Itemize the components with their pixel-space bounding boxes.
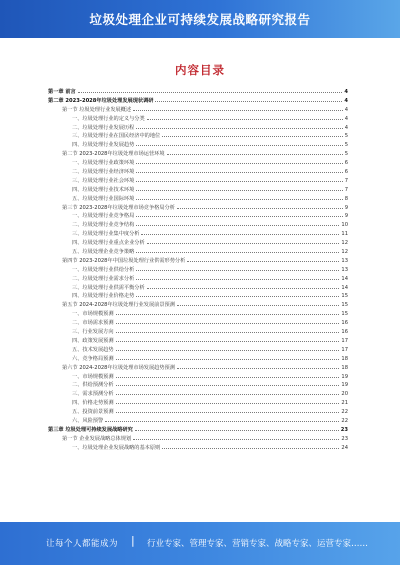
toc-page-number: 10 bbox=[341, 222, 348, 229]
toc-leader-dots bbox=[136, 220, 339, 226]
toc-entry[interactable] bbox=[48, 291, 348, 300]
toc-leader-dots bbox=[136, 158, 342, 164]
toc-entry[interactable] bbox=[48, 123, 348, 132]
toc-entry-text: 一、市场规模预测 bbox=[72, 311, 114, 318]
toc-entry-text: 四、垃圾处理行业发展趋势 bbox=[72, 142, 135, 149]
toc-entry-text: 二、垃圾处理行业经济环境 bbox=[72, 169, 135, 176]
toc-entry-text: 四、价格走势预测 bbox=[72, 400, 114, 407]
toc-entry-text: 一、垃圾处理行业供给分析 bbox=[72, 266, 135, 273]
toc-entry[interactable] bbox=[48, 309, 348, 318]
toc-page-number: 21 bbox=[341, 400, 348, 407]
toc-leader-dots bbox=[136, 185, 342, 191]
toc-page-number: 11 bbox=[341, 231, 348, 238]
toc-page-number: 19 bbox=[341, 382, 348, 389]
toc-entry[interactable] bbox=[48, 300, 348, 309]
toc-page-number: 16 bbox=[341, 320, 348, 327]
toc-page-number: 15 bbox=[341, 302, 348, 309]
toc-entry-text: 二、垃圾处理行业需求分析 bbox=[72, 275, 135, 282]
toc-leader-dots bbox=[116, 345, 340, 351]
toc-entry-text: 一、市场规模预测 bbox=[72, 373, 114, 380]
toc-entry[interactable] bbox=[48, 434, 348, 443]
toc-entry-text: 二、垃圾处理行业发展历程 bbox=[72, 124, 135, 131]
toc-leader-dots bbox=[147, 283, 340, 289]
toc-entry[interactable] bbox=[48, 167, 348, 176]
toc-entry[interactable] bbox=[48, 256, 348, 265]
toc-entry-text: 一、垃圾处理行业竞争格局 bbox=[72, 213, 135, 220]
toc-leader-dots bbox=[155, 96, 342, 102]
toc-page-number: 9 bbox=[344, 204, 348, 211]
toc-entry[interactable] bbox=[48, 105, 348, 114]
toc-leader-dots bbox=[136, 176, 342, 182]
toc-leader-dots bbox=[136, 167, 342, 173]
toc-leader-dots bbox=[116, 398, 340, 404]
toc-page-number: 18 bbox=[341, 355, 348, 362]
toc-entry[interactable] bbox=[48, 345, 348, 354]
toc-page-number: 5 bbox=[344, 142, 348, 149]
toc-entry[interactable] bbox=[48, 229, 348, 238]
toc-page-number: 22 bbox=[341, 417, 348, 424]
toc-entry[interactable] bbox=[48, 158, 348, 167]
toc-page-number: 17 bbox=[341, 346, 348, 353]
toc-page-number: 15 bbox=[341, 311, 348, 318]
toc-entry-text: 第二章 2023-2028年垃圾处理发展现状调研 bbox=[48, 97, 154, 104]
toc-entry[interactable] bbox=[48, 149, 348, 158]
toc-entry-text: 四、垃圾处理行业重点企业分析 bbox=[72, 240, 145, 247]
toc-entry-text: 五、投资前景预测 bbox=[72, 409, 114, 416]
toc-entry-text: 三、垃圾处理行业在国民经济中的地位 bbox=[72, 133, 161, 140]
toc-leader-dots bbox=[116, 380, 340, 386]
toc-entry-text: 四、垃圾处理行业技术环境 bbox=[72, 186, 135, 193]
toc-leader-dots bbox=[116, 318, 340, 324]
toc-leader-dots bbox=[116, 389, 340, 395]
toc-leader-dots bbox=[133, 105, 343, 111]
toc-entry-text: 第二节 2023-2028年垃圾处理市场运营环境 bbox=[62, 151, 165, 158]
toc-leader-dots bbox=[177, 300, 339, 306]
toc-leader-dots bbox=[116, 309, 340, 315]
toc-leader-dots bbox=[133, 434, 339, 440]
toc-leader-dots bbox=[136, 211, 342, 217]
toc-page-number: 7 bbox=[344, 177, 348, 184]
toc-page-number: 6 bbox=[344, 160, 348, 167]
table-of-contents bbox=[48, 87, 348, 452]
toc-entry-text: 五、垃圾处理行业国际环境 bbox=[72, 195, 135, 202]
toc-page-number: 4 bbox=[344, 115, 348, 122]
toc-leader-dots bbox=[136, 291, 339, 297]
toc-entry-text: 六、竞争格局预测 bbox=[72, 355, 114, 362]
toc-leader-dots bbox=[136, 140, 342, 146]
toc-entry-text: 四、垃圾处理行业价格走势 bbox=[72, 293, 135, 300]
toc-page-number: 8 bbox=[344, 195, 348, 202]
toc-leader-dots bbox=[147, 114, 343, 120]
toc-entry-text: 一、垃圾处理行业的定义与分类 bbox=[72, 115, 145, 122]
toc-page-number: 15 bbox=[341, 293, 348, 300]
toc-leader-dots bbox=[116, 372, 340, 378]
toc-entry-text: 一、垃圾处理行业政策环境 bbox=[72, 160, 135, 167]
toc-leader-dots bbox=[116, 407, 340, 413]
toc-entry-text: 第三节 2023-2028年垃圾处理市场竞争格局分析 bbox=[62, 204, 175, 211]
toc-entry-text: 四、政策发展预测 bbox=[72, 337, 114, 344]
footer-separator: | bbox=[131, 534, 135, 547]
toc-leader-dots bbox=[116, 336, 340, 342]
toc-page-number: 4 bbox=[344, 124, 348, 131]
header-banner bbox=[0, 0, 400, 38]
toc-entry-text: 三、垃圾处理行业集中度分析 bbox=[72, 231, 140, 238]
toc-page-number: 12 bbox=[341, 240, 348, 247]
toc-page-number: 14 bbox=[341, 284, 348, 291]
toc-entry[interactable] bbox=[48, 96, 348, 105]
toc-entry[interactable] bbox=[48, 327, 348, 336]
toc-entry-text: 一、垃圾处理企业发展战略的基本原则 bbox=[72, 444, 161, 451]
toc-entry[interactable] bbox=[48, 185, 348, 194]
toc-leader-dots bbox=[136, 247, 339, 253]
toc-entry[interactable] bbox=[48, 283, 348, 292]
toc-entry-text: 三、垃圾处理行业社会环境 bbox=[72, 177, 135, 184]
toc-entry-text: 第一章 前言 bbox=[48, 89, 76, 95]
toc-leader-dots bbox=[177, 363, 339, 369]
toc-page-number: 5 bbox=[344, 151, 348, 158]
toc-entry-text: 二、垃圾处理行业竞争结构 bbox=[72, 222, 135, 229]
toc-page-number: 24 bbox=[341, 444, 348, 451]
toc-heading: 内容目录 bbox=[175, 63, 225, 77]
toc-leader-dots bbox=[147, 238, 340, 244]
toc-entry[interactable] bbox=[48, 140, 348, 149]
toc-entry[interactable] bbox=[48, 211, 348, 220]
toc-entry-text: 二、供给预测分析 bbox=[72, 382, 114, 389]
toc-page-number: 4 bbox=[344, 89, 348, 95]
toc-entry-text: 第六节 2024-2028年垃圾处理市场发展趋势预测 bbox=[62, 364, 175, 371]
toc-page-number: 13 bbox=[341, 257, 348, 264]
toc-entry[interactable] bbox=[48, 114, 348, 123]
document-title: 垃圾处理企业可持续发展战略研究报告 bbox=[89, 12, 311, 27]
toc-entry-text: 三、垃圾处理行业供需平衡分析 bbox=[72, 284, 145, 291]
toc-entry[interactable] bbox=[48, 425, 348, 434]
toc-page-number: 6 bbox=[344, 169, 348, 176]
toc-entry[interactable] bbox=[48, 354, 348, 363]
toc-entry[interactable] bbox=[48, 220, 348, 229]
toc-entry[interactable] bbox=[48, 416, 348, 425]
toc-entry[interactable] bbox=[48, 203, 348, 212]
toc-page-number: 17 bbox=[341, 337, 348, 344]
toc-page-number: 13 bbox=[341, 266, 348, 273]
toc-entry[interactable] bbox=[48, 87, 348, 96]
toc-leader-dots bbox=[162, 443, 339, 449]
toc-page-number: 9 bbox=[344, 213, 348, 220]
toc-leader-dots bbox=[136, 265, 339, 271]
toc-entry-text: 三、需求预测分析 bbox=[72, 391, 114, 398]
toc-page-number: 4 bbox=[344, 106, 348, 113]
toc-page-number: 22 bbox=[341, 409, 348, 416]
toc-leader-dots bbox=[78, 87, 343, 93]
toc-page-number: 16 bbox=[341, 329, 348, 336]
toc-entry-text: 第一节 垃圾处理行业发展概述 bbox=[62, 106, 132, 113]
toc-page-number: 18 bbox=[341, 364, 348, 371]
toc-page-number: 7 bbox=[344, 186, 348, 193]
toc-entry-text: 五、技术发展趋势 bbox=[72, 346, 114, 353]
toc-entry[interactable] bbox=[48, 274, 348, 283]
toc-leader-dots bbox=[136, 194, 342, 200]
toc-entry[interactable] bbox=[48, 265, 348, 274]
toc-page-number: 4 bbox=[344, 97, 348, 104]
toc-page-number: 12 bbox=[341, 249, 348, 256]
toc-entry[interactable] bbox=[48, 176, 348, 185]
toc-entry-text: 六、风险预警 bbox=[72, 417, 104, 424]
toc-page-number: 23 bbox=[340, 426, 348, 433]
toc-entry-text: 第一节 企业发展战略总体规划 bbox=[62, 435, 132, 442]
toc-entry[interactable] bbox=[48, 443, 348, 452]
toc-leader-dots bbox=[136, 123, 342, 129]
toc-leader-dots bbox=[136, 274, 339, 280]
toc-entry[interactable] bbox=[48, 389, 348, 398]
toc-leader-dots bbox=[177, 203, 343, 209]
toc-entry[interactable] bbox=[48, 238, 348, 247]
toc-page-number: 23 bbox=[341, 435, 348, 442]
toc-leader-dots bbox=[116, 327, 340, 333]
toc-page-number: 19 bbox=[341, 373, 348, 380]
toc-entry-text: 第五节 2024-2028年垃圾处理行业发展前景预测 bbox=[62, 302, 175, 309]
toc-entry[interactable] bbox=[48, 336, 348, 345]
toc-entry-text: 第四节 2023-2028年中国垃圾处理行业供需形势分析 bbox=[62, 257, 186, 264]
toc-entry-text: 五、垃圾处理企业竞争策略 bbox=[72, 249, 135, 256]
toc-leader-dots bbox=[187, 256, 339, 262]
toc-entry-text: 第三章 垃圾处理可持续发展战略研究 bbox=[48, 426, 133, 433]
toc-entry[interactable] bbox=[48, 363, 348, 372]
toc-entry[interactable] bbox=[48, 372, 348, 381]
toc-entry[interactable] bbox=[48, 318, 348, 327]
toc-page-number: 20 bbox=[341, 391, 348, 398]
toc-leader-dots bbox=[105, 416, 339, 422]
toc-entry[interactable] bbox=[48, 194, 348, 203]
toc-entry-text: 三、行业发展方向 bbox=[72, 329, 114, 336]
footer-slogan: 让每个人都能成为 bbox=[46, 539, 119, 549]
toc-leader-dots bbox=[116, 354, 340, 360]
toc-entry[interactable] bbox=[48, 407, 348, 416]
toc-leader-dots bbox=[162, 131, 342, 137]
toc-leader-dots bbox=[141, 229, 339, 235]
toc-entry-text: 二、市场需求预测 bbox=[72, 320, 114, 327]
footer-banner bbox=[0, 522, 400, 565]
toc-entry[interactable] bbox=[48, 131, 348, 140]
toc-leader-dots bbox=[167, 149, 343, 155]
toc-page-number: 5 bbox=[344, 133, 348, 140]
footer-tagline: 行业专家、管理专家、营销专家、战略专家、运营专家…… bbox=[147, 539, 369, 549]
toc-page-number: 14 bbox=[341, 275, 348, 282]
toc-leader-dots bbox=[135, 425, 339, 431]
toc-entry[interactable] bbox=[48, 247, 348, 256]
toc-entry[interactable] bbox=[48, 380, 348, 389]
toc-entry[interactable] bbox=[48, 398, 348, 407]
